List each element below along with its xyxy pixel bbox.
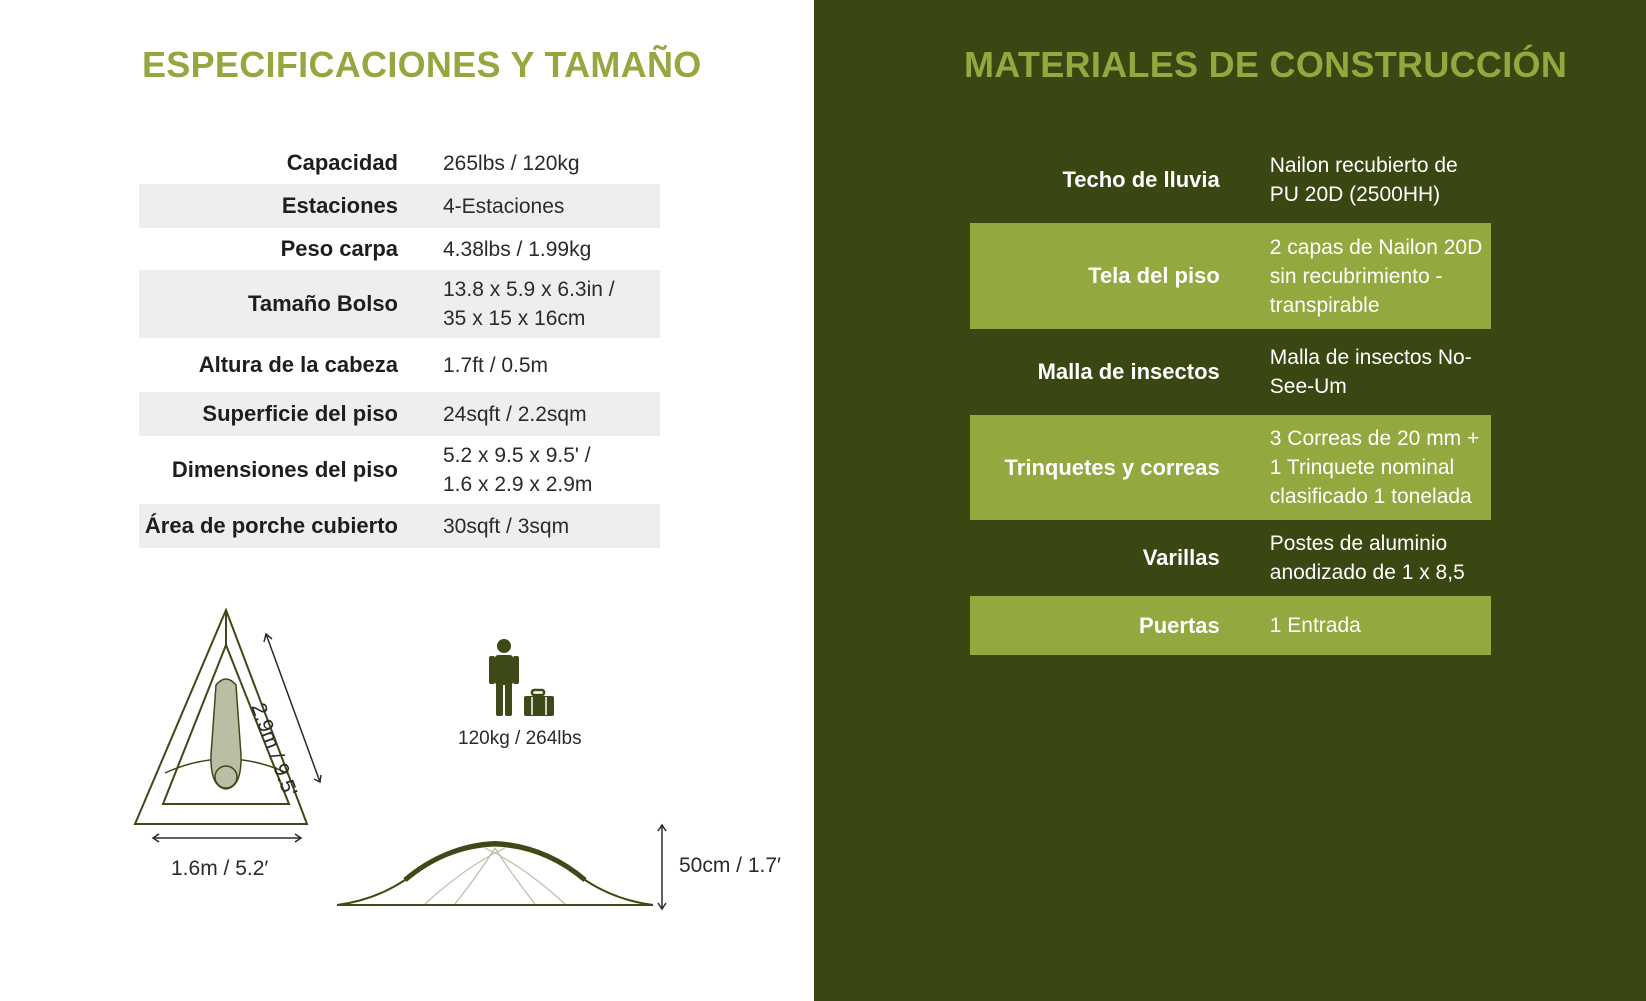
- spec-label: Peso carpa: [280, 236, 398, 261]
- spec-label: Dimensiones del piso: [171, 457, 398, 482]
- spec-value: 30sqft / 3sqm: [443, 514, 570, 538]
- spec-value: 265lbs / 120kg: [443, 151, 580, 175]
- materials-panel: [814, 0, 1646, 1001]
- spec-row: [139, 504, 660, 548]
- side-length-label: 2.9m / 9.5': [246, 700, 302, 800]
- spec-label: Estaciones: [281, 193, 398, 218]
- material-value: 2 capas de Nailon 20D sin recubrimiento - transpirable: [1269, 235, 1483, 317]
- material-row: [970, 415, 1491, 520]
- height-label: 50cm / 1.7′: [679, 854, 781, 877]
- spec-row: [139, 228, 660, 270]
- luggage-icon: [522, 688, 558, 718]
- spec-value: 4.38lbs / 1.99kg: [443, 237, 592, 261]
- material-row: [970, 596, 1491, 655]
- material-row: [970, 329, 1491, 415]
- material-label: Varillas: [1142, 545, 1220, 570]
- material-value: Postes de aluminio anodizado de 1 x 8,5: [1269, 532, 1465, 584]
- material-row: [970, 223, 1491, 329]
- spec-label: Área de porche cubierto: [144, 513, 398, 538]
- spec-label: Superficie del piso: [202, 401, 398, 426]
- spec-row: [139, 270, 660, 338]
- material-row: [970, 136, 1491, 223]
- spec-value: 13.8 x 5.9 x 6.3in / 35 x 15 x 16cm: [443, 278, 615, 330]
- material-row: [970, 520, 1491, 596]
- spec-value: 5.2 x 9.5 x 9.5' / 1.6 x 2.9 x 2.9m: [443, 444, 593, 496]
- spec-label: Tamaño Bolso: [248, 291, 398, 316]
- material-label: Trinquetes y correas: [1004, 454, 1220, 480]
- material-label: Techo de lluvia: [1062, 166, 1220, 192]
- material-value: Malla de insectos No-See-Um: [1269, 346, 1472, 398]
- spec-value: 1.7ft / 0.5m: [443, 353, 549, 377]
- materials-table: [970, 136, 1491, 655]
- spec-row: [139, 142, 660, 184]
- tent-side-view-icon: [335, 822, 655, 912]
- spec-row: [139, 338, 660, 392]
- specs-title: ESPECIFICACIONES Y TAMAÑO: [142, 44, 702, 85]
- material-label: Tela del piso: [1088, 263, 1220, 288]
- base-width-label: 1.6m / 5.2′: [171, 857, 269, 880]
- material-value: 3 Correas de 20 mm + 1 Trinquete nominal clasificado 1 tonelada: [1269, 427, 1480, 508]
- spec-row: [139, 436, 660, 504]
- height-arrow: [654, 822, 670, 912]
- materials-title: MATERIALES DE CONSTRUCCIÓN: [964, 44, 1568, 85]
- material-value: 1 Entrada: [1269, 614, 1361, 637]
- spec-label: Capacidad: [286, 150, 398, 175]
- spec-row: [139, 184, 660, 228]
- spec-label: Altura de la cabeza: [198, 352, 398, 377]
- specs-table: [139, 142, 660, 548]
- specs-panel: [0, 0, 814, 1001]
- material-value: Nailon recubierto de PU 20D (2500HH): [1269, 153, 1458, 206]
- spec-value: 4-Estaciones: [443, 194, 565, 218]
- material-label: Malla de insectos: [1037, 359, 1220, 384]
- spec-row: [139, 392, 660, 436]
- spec-value: 24sqft / 2.2sqm: [443, 402, 587, 426]
- material-label: Puertas: [1139, 612, 1220, 638]
- capacity-label: 120kg / 264lbs: [458, 728, 582, 749]
